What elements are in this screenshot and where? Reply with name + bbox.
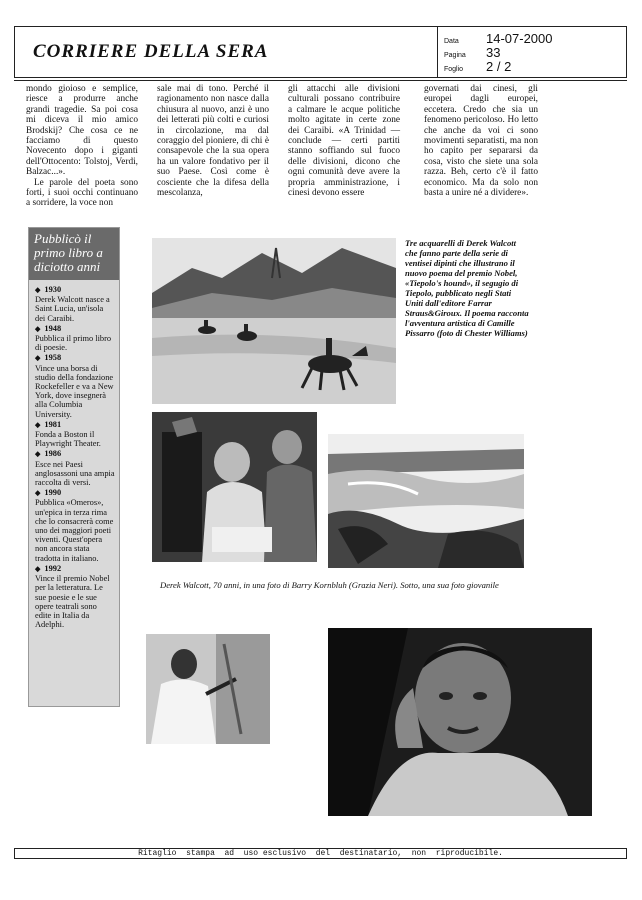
timeline-text: Esce nei Paesi anglosassoni una ampia raccolta di versi. — [35, 459, 115, 488]
timeline-text: Vince una borsa di studio della fondazione Rockefeller e va a New York, dove insegnerà alla Columbia University. — [35, 363, 114, 419]
article-column-2 — [157, 84, 269, 198]
article-paragraph: mondo gioioso e semplice, riesce a produrre anche grandi tragedie. Sa poi cosa mi diceva il mio amico Brodskij? Che cosa ce ne facciamo di questo Novecento dopo i giganti dell'Ottocento: Tolstoj, Verdi, Balzac...». — [26, 84, 138, 178]
page-value: 33 — [486, 45, 501, 60]
header-rule — [14, 80, 627, 81]
reproduction-notice: Ritaglio stampa ad uso esclusivo del destinatario, non riproducibile. — [14, 848, 627, 859]
portrait-caption: Derek Walcott, 70 anni, in una foto di Barry Kornbluh (Grazia Neri). Sotto, una sua foto giovanile — [160, 580, 499, 590]
timeline-text: Derek Walcott nasce a Saint Lucia, un'isola dei Caraibi. — [35, 295, 110, 323]
page-label: Pagina — [444, 52, 466, 59]
timeline — [29, 280, 119, 629]
timeline-text: Fonda a Boston il Playwright Theater. — [35, 430, 101, 449]
timeline-year: ◆ 1948 — [35, 324, 115, 334]
date-label: Data — [444, 38, 459, 45]
sheet-label: Foglio — [444, 66, 464, 73]
article-column-1 — [26, 84, 138, 209]
date-value: 14-07-2000 — [486, 31, 553, 46]
watercolor-figures-image — [152, 412, 317, 562]
clipping-header — [14, 26, 627, 78]
watercolor-riders-image — [152, 238, 396, 404]
article-paragraph: governati dai cinesi, gli europei dagli europei, eccetera. Credo che sia un fenomeno pericoloso. Ho letto che anche da voi ci sono movimenti separatisti, ma non ho capito per separarsi da cosa, visto che siete una sola razza. Beh, certo c'è il fatto economico. Ma da solo non basta a unire né a dividere». — [424, 84, 538, 199]
sidebar-title: Pubblicò il primo libro a diciotto anni — [29, 228, 119, 280]
timeline-year: ◆ 1958 — [35, 353, 115, 363]
timeline-year: ◆ 1981 — [35, 420, 115, 430]
timeline-year: ◆ 1986 — [35, 449, 115, 459]
walcott-portrait-photo — [328, 628, 592, 816]
sheet-value: 2 / 2 — [486, 59, 512, 74]
newspaper-title: CORRIERE DELLA SERA — [33, 41, 269, 62]
article-column-4 — [424, 84, 538, 198]
timeline-year: ◆ 1992 — [35, 564, 115, 574]
article-column-3 — [288, 84, 400, 198]
timeline-text: Vince il premio Nobel per la letteratura. Le sue poesie e le sue opere teatrali sono edite in Italia da Adelphi. — [35, 574, 110, 630]
timeline-text: Pubblica «Omeros», un'epica in terza rima che lo consacrerà come uno dei maggiori poeti viventi. Quest'opera non ancora stata tradotta in italiano. — [35, 498, 114, 563]
article-paragraph: gli attacchi alle divisioni culturali possano contribuire a calmare le acque politiche molto agitate in certe zone dei Caraibi. «A Trinidad — conclude — certi partiti stanno soffiando sul fuoco delle divisioni, dicono che ogni comunità deve avere la propria amministrazione, i cinesi devono essere — [288, 84, 400, 199]
masthead — [15, 27, 438, 77]
timeline-year: ◆ 1930 — [35, 285, 115, 295]
timeline-text: Pubblica il primo libro di poesie. — [35, 334, 112, 353]
timeline-year: ◆ 1990 — [35, 488, 115, 498]
clipping-meta — [438, 27, 626, 77]
sheet-row — [444, 59, 620, 73]
watercolor-seascape-image — [328, 434, 524, 568]
paintings-caption: Tre acquarelli di Derek Walcott che fanno parte della serie di ventisei dipinti che illustrano il nuovo poema del premio Nobel, «Tiepolo's hound», il segugio di Tiepolo, pubblicato negli Stati Uniti dall'editore Farrar Straus&Giroux. Il poema racconta l'avventura artistica di Camille Pissarro (foto di Chester Williams) — [405, 238, 529, 338]
biography-sidebar — [28, 227, 120, 707]
date-row — [444, 31, 620, 45]
article-paragraph: sale mai di tono. Perché il ragionamento non nasce dalla chiusura al nuovo, anzi è uno dei letterati più colti e curiosi in circolazione, ma dal coraggio del pioniere, di chi è consapevole che la sua opera ha un valore fondativo per il suo Paese. Così come è cosciente che la difesa della mescolanza, — [157, 84, 269, 199]
article-paragraph: Le parole del poeta sono forti, i suoi occhi continuano a sorridere, la voce non — [26, 177, 138, 209]
young-walcott-photo — [146, 634, 270, 744]
page-row — [444, 45, 620, 59]
